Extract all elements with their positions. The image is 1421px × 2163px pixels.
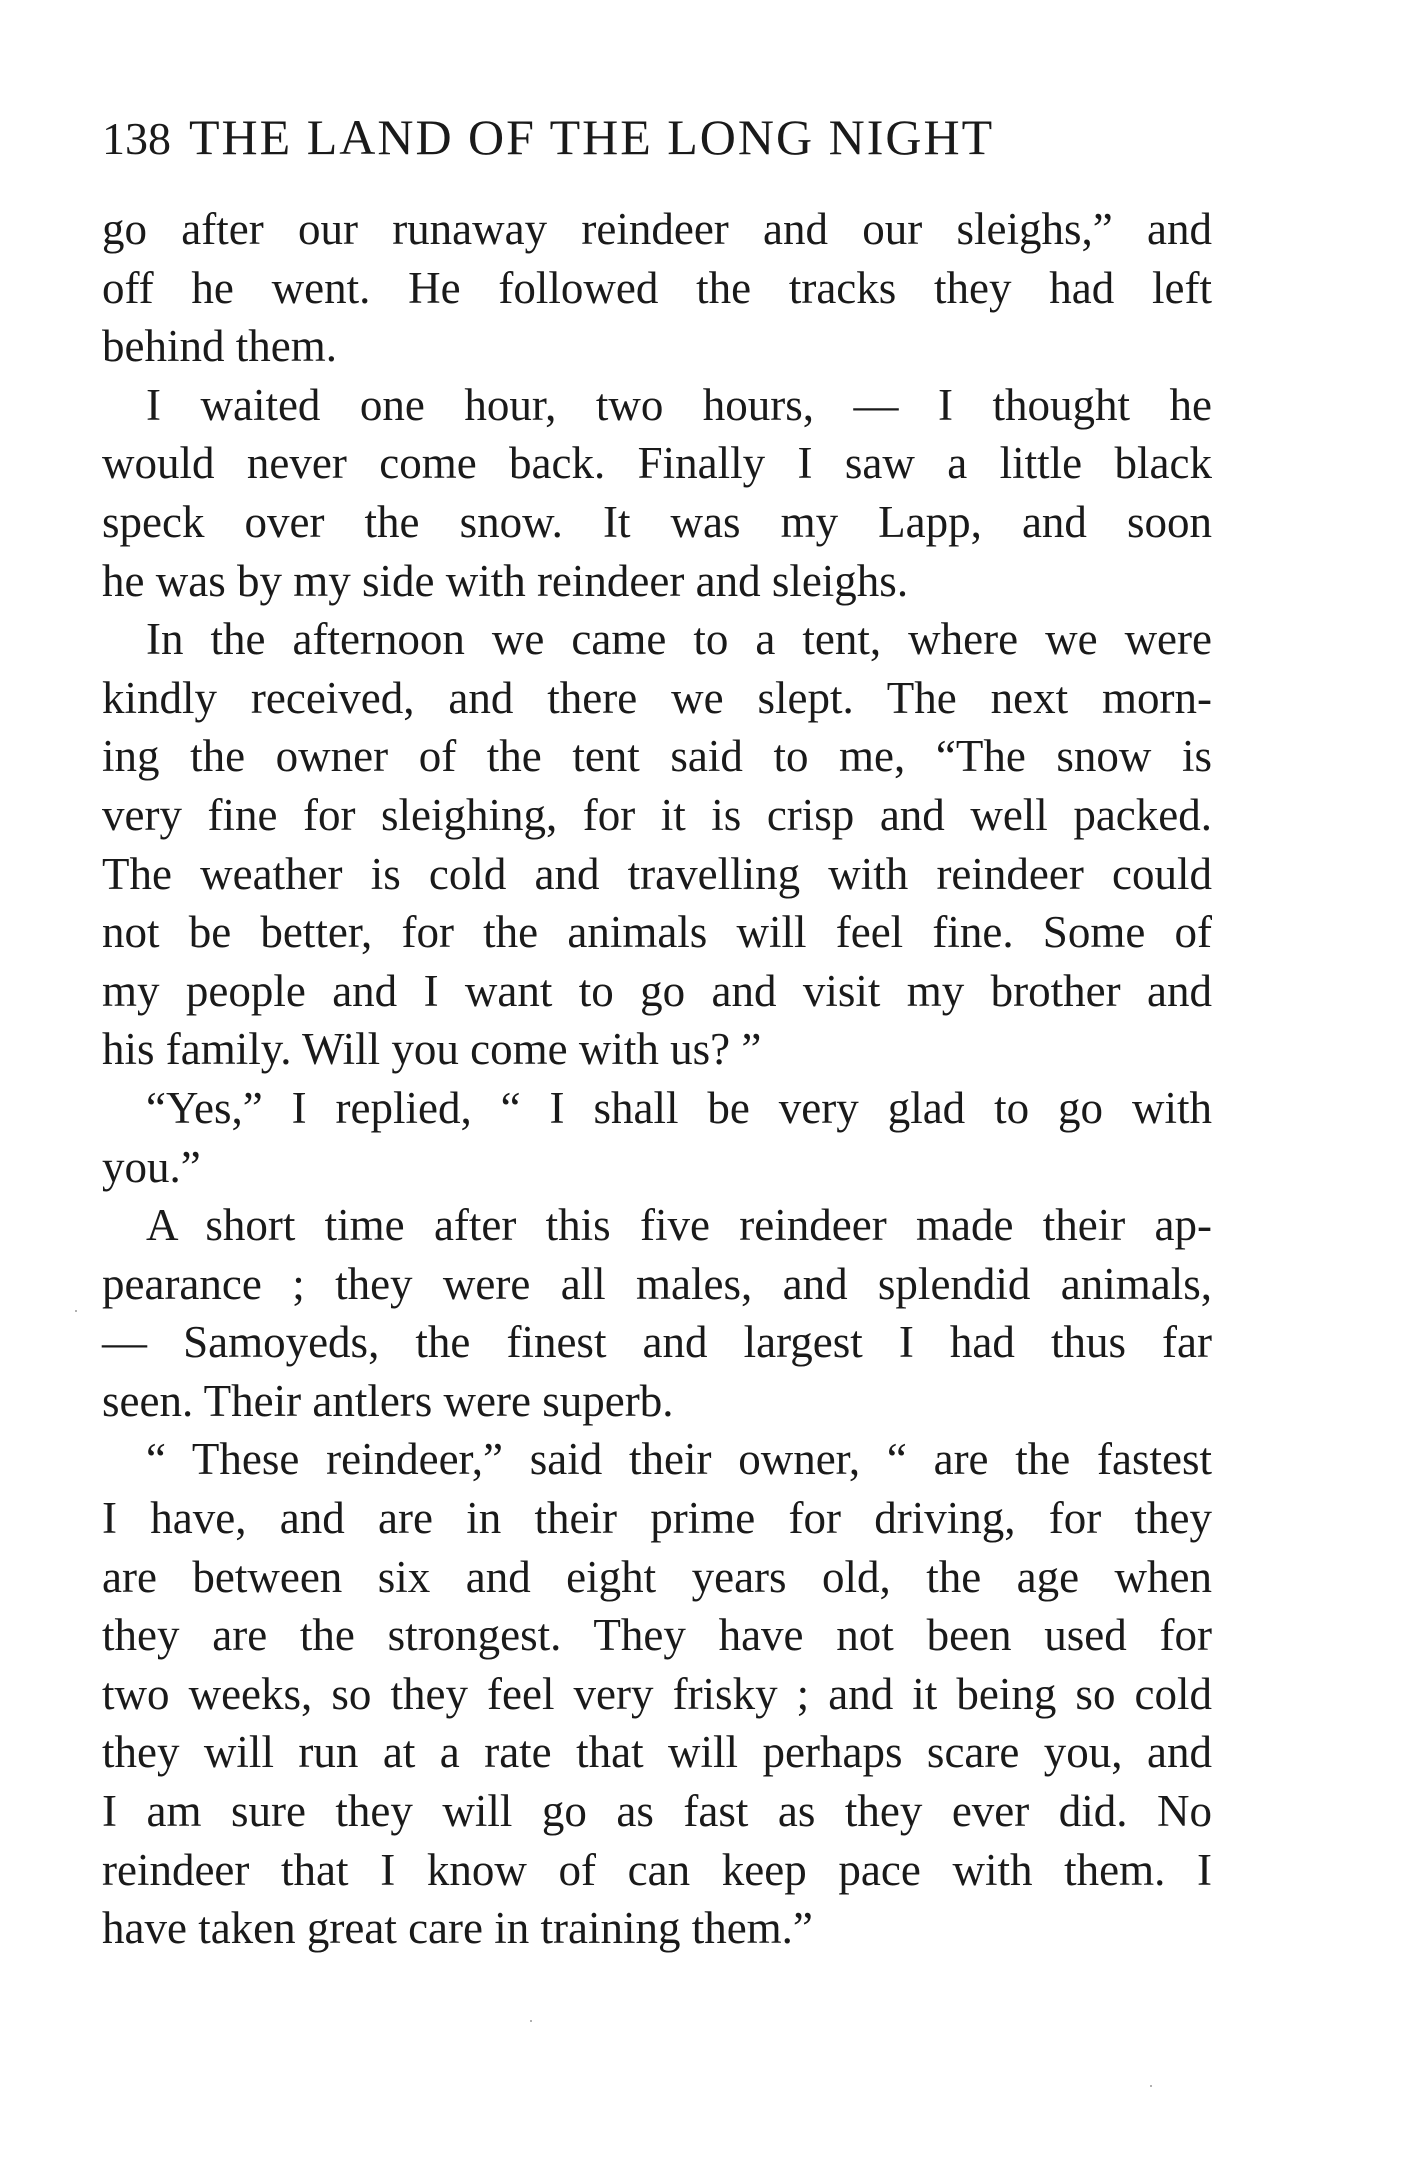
text-line: seen. Their antlers were superb. bbox=[102, 1375, 674, 1426]
paper-speck bbox=[75, 1310, 77, 1312]
text-line: off he went. He followed the tracks they had left bbox=[102, 262, 1212, 313]
text-line: go after our runaway reindeer and our sleighs,” and bbox=[102, 204, 1212, 254]
text-line: are between six and eight years old, the age when bbox=[102, 1551, 1212, 1602]
running-head bbox=[102, 108, 1212, 178]
text-line: they will run at a rate that will perhaps scare you, and bbox=[102, 1727, 1212, 1778]
text-line: have taken great care in training them.” bbox=[102, 1903, 813, 1954]
text-line: he was by my side with reindeer and sleighs. bbox=[102, 555, 909, 606]
paper-speck bbox=[530, 2020, 532, 2022]
paragraph-start-line: A short time after this five reindeer made their ap- bbox=[146, 1200, 1212, 1251]
text-line: not be better, for the animals will feel fine. Some of bbox=[102, 907, 1212, 958]
paragraph-start-line: “ These reindeer,” said their owner, “ are the fastest bbox=[146, 1434, 1212, 1485]
paper-speck bbox=[1150, 2085, 1152, 2087]
text-line: would never come back. Finally I saw a little black bbox=[102, 438, 1212, 489]
text-line: I am sure they will go as fast as they ever did. No bbox=[102, 1786, 1212, 1837]
text-line: kindly received, and there we slept. The next morn- bbox=[102, 672, 1212, 723]
text-line: pearance ; they were all males, and splendid animals, bbox=[102, 1258, 1212, 1309]
paragraph-start-line: In the afternoon we came to a tent, where we were bbox=[146, 614, 1212, 665]
paragraph-start-line: I waited one hour, two hours, — I thought he bbox=[146, 379, 1212, 430]
running-title: THE LAND OF THE LONG NIGHT bbox=[189, 109, 995, 165]
text-line: my people and I want to go and visit my brother and bbox=[102, 965, 1212, 1016]
body-text bbox=[102, 200, 1212, 1958]
text-line: ing the owner of the tent said to me, “The snow is bbox=[102, 731, 1212, 782]
text-line: two weeks, so they feel very frisky ; and it being so cold bbox=[102, 1668, 1212, 1719]
page-number: 138 bbox=[102, 113, 171, 164]
text-line: reindeer that I know of can keep pace with them. I bbox=[102, 1844, 1212, 1895]
text-line: I have, and are in their prime for driving, for they bbox=[102, 1493, 1212, 1544]
text-line: speck over the snow. It was my Lapp, and soon bbox=[102, 496, 1212, 547]
paragraph-start-line: “Yes,” I replied, “ I shall be very glad to go with bbox=[146, 1082, 1212, 1133]
text-line: — Samoyeds, the finest and largest I had thus far bbox=[102, 1317, 1212, 1368]
text-line: you.” bbox=[102, 1141, 201, 1192]
text-line: The weather is cold and travelling with reindeer could bbox=[102, 848, 1212, 899]
text-line: very fine for sleighing, for it is crisp and well packed. bbox=[102, 789, 1212, 840]
text-line: they are the strongest. They have not been used for bbox=[102, 1610, 1212, 1661]
text-line: behind them. bbox=[102, 321, 337, 372]
text-line: his family. Will you come with us? ” bbox=[102, 1024, 762, 1075]
